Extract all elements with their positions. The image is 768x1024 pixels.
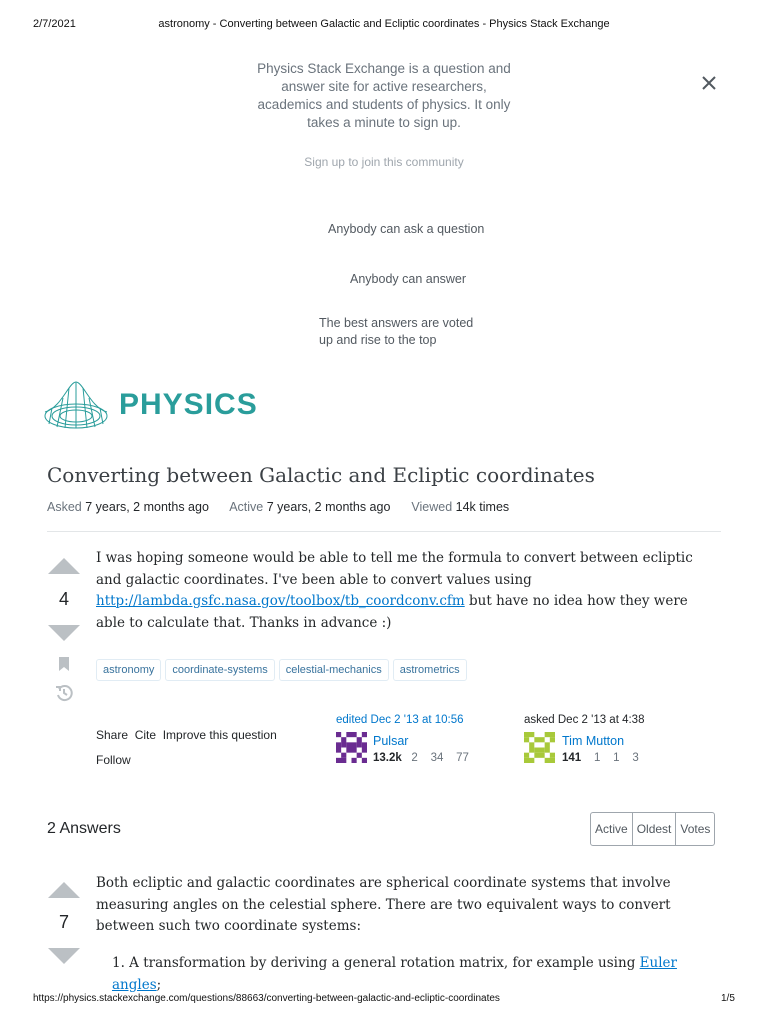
editor-gold-badges: 2 <box>411 752 418 764</box>
active-value[interactable]: 7 years, 2 months ago <box>266 500 391 514</box>
physics-logo-icon <box>43 378 109 434</box>
bookmark-icon[interactable] <box>58 656 70 672</box>
tag-coordinate-systems[interactable]: coordinate-systems <box>165 659 274 681</box>
editor-silver-badges: 34 <box>430 752 444 764</box>
sort-votes[interactable]: Votes <box>675 813 714 845</box>
tag-astrometrics[interactable]: astrometrics <box>393 659 467 681</box>
question-body-text-1: I was hoping someone would be able to tell me the formula to convert between ecliptic and galactic coordinates. I've been able to convert values using <box>96 550 693 588</box>
sort-active[interactable]: Active <box>595 822 628 836</box>
downvote-icon[interactable] <box>48 625 80 641</box>
asker-avatar[interactable] <box>524 732 555 763</box>
cite-link[interactable]: Cite <box>134 728 157 742</box>
question-body-link[interactable]: http://lambda.gsfc.nasa.gov/toolbox/tb_coordconv.cfm <box>96 593 465 609</box>
print-url: https://physics.stackexchange.com/questions/88663/converting-between-galactic-and-ecliptic-coordinates <box>33 993 504 1004</box>
feature-answer: Anybody can answer <box>350 272 467 286</box>
asker-bronze-badges: 3 <box>632 752 639 764</box>
asker-gold-badges: 1 <box>593 752 601 764</box>
answer-item-1-text: A transformation by deriving a general rotation matrix, for example using <box>129 955 640 971</box>
viewed-value: 14k times <box>455 500 510 514</box>
asker-silver-badges: 1 <box>613 752 620 764</box>
improve-question-link[interactable]: Improve this question <box>162 728 277 742</box>
print-page-number: 1/5 <box>721 993 735 1004</box>
asked-label: Asked <box>47 500 82 514</box>
logo-wordmark: PHYSICS <box>119 388 258 421</box>
tag-celestial-mechanics[interactable]: celestial-mechanics <box>279 659 389 681</box>
feature-ask: Anybody can ask a question <box>328 222 485 236</box>
editor-reputation <box>373 752 469 764</box>
answer-downvote-icon[interactable] <box>48 948 80 964</box>
viewed-label: Viewed <box>411 500 453 514</box>
asked-timestamp: asked Dec 2 '13 at 4:38 <box>524 714 645 726</box>
answer-vote-count: 7 <box>58 912 69 932</box>
edited-timestamp[interactable]: edited Dec 2 '13 at 10:56 <box>336 714 464 726</box>
answer-upvote-icon[interactable] <box>48 882 80 898</box>
answer-body: Both ecliptic and galactic coordinates are spherical coordinate systems that involve measuring angles on the celestial sphere. There are two equivalent ways to convert between such two coordinate systems: <box>96 875 671 934</box>
question-meta <box>47 500 509 514</box>
question-title[interactable]: Converting between Galactic and Ecliptic coordinates <box>47 463 595 487</box>
active-label: Active <box>229 500 264 514</box>
close-icon[interactable] <box>700 74 718 92</box>
follow-link[interactable]: Follow <box>96 753 131 767</box>
answers-count: 2 Answers <box>47 820 121 837</box>
divider <box>47 531 721 532</box>
tag-list <box>96 659 467 681</box>
asked-value: 7 years, 2 months ago <box>85 500 209 514</box>
print-title: astronomy - Converting between Galactic and Ecliptic coordinates - Physics Stack Exchange <box>158 18 610 30</box>
feature-vote: The best answers are voted up and rise to the top <box>319 316 474 347</box>
editor-avatar[interactable] <box>336 732 367 763</box>
editor-bronze-badges: 77 <box>456 752 469 764</box>
answer-sort-tabs <box>590 812 715 846</box>
question-body-text-2: but have no idea how they were able to calculate that. Thanks in advance :) <box>96 593 688 631</box>
sort-oldest[interactable]: Oldest <box>632 813 676 845</box>
tag-astronomy[interactable]: astronomy <box>96 659 161 681</box>
answer-list-item-1: 1. A transformation by deriving a general rotation matrix, for example using Euler angles; <box>112 955 677 993</box>
share-link[interactable]: Share <box>96 728 129 742</box>
editor-rep: 13.2k <box>373 752 402 764</box>
euler-angles-link[interactable]: Euler angles <box>112 955 677 993</box>
answer-item-1-end: ; <box>156 976 162 993</box>
asker-name[interactable]: Tim Mutton <box>562 734 625 748</box>
upvote-icon[interactable] <box>48 558 80 574</box>
signup-link[interactable]: Sign up to join this community <box>304 155 464 169</box>
editor-name[interactable]: Pulsar <box>373 734 409 748</box>
history-icon[interactable] <box>55 684 73 702</box>
asker-reputation <box>562 752 639 764</box>
question-vote-count: 4 <box>58 589 69 609</box>
asker-rep: 141 <box>562 752 582 764</box>
post-menu <box>96 728 277 742</box>
site-logo[interactable] <box>43 378 283 434</box>
question-body <box>96 548 708 634</box>
print-date: 2/7/2021 <box>33 18 76 30</box>
promo-text: Physics Stack Exchange is a question and answer site for active researchers, academics and students of physics. It only takes a minute to sign up. <box>257 61 511 130</box>
